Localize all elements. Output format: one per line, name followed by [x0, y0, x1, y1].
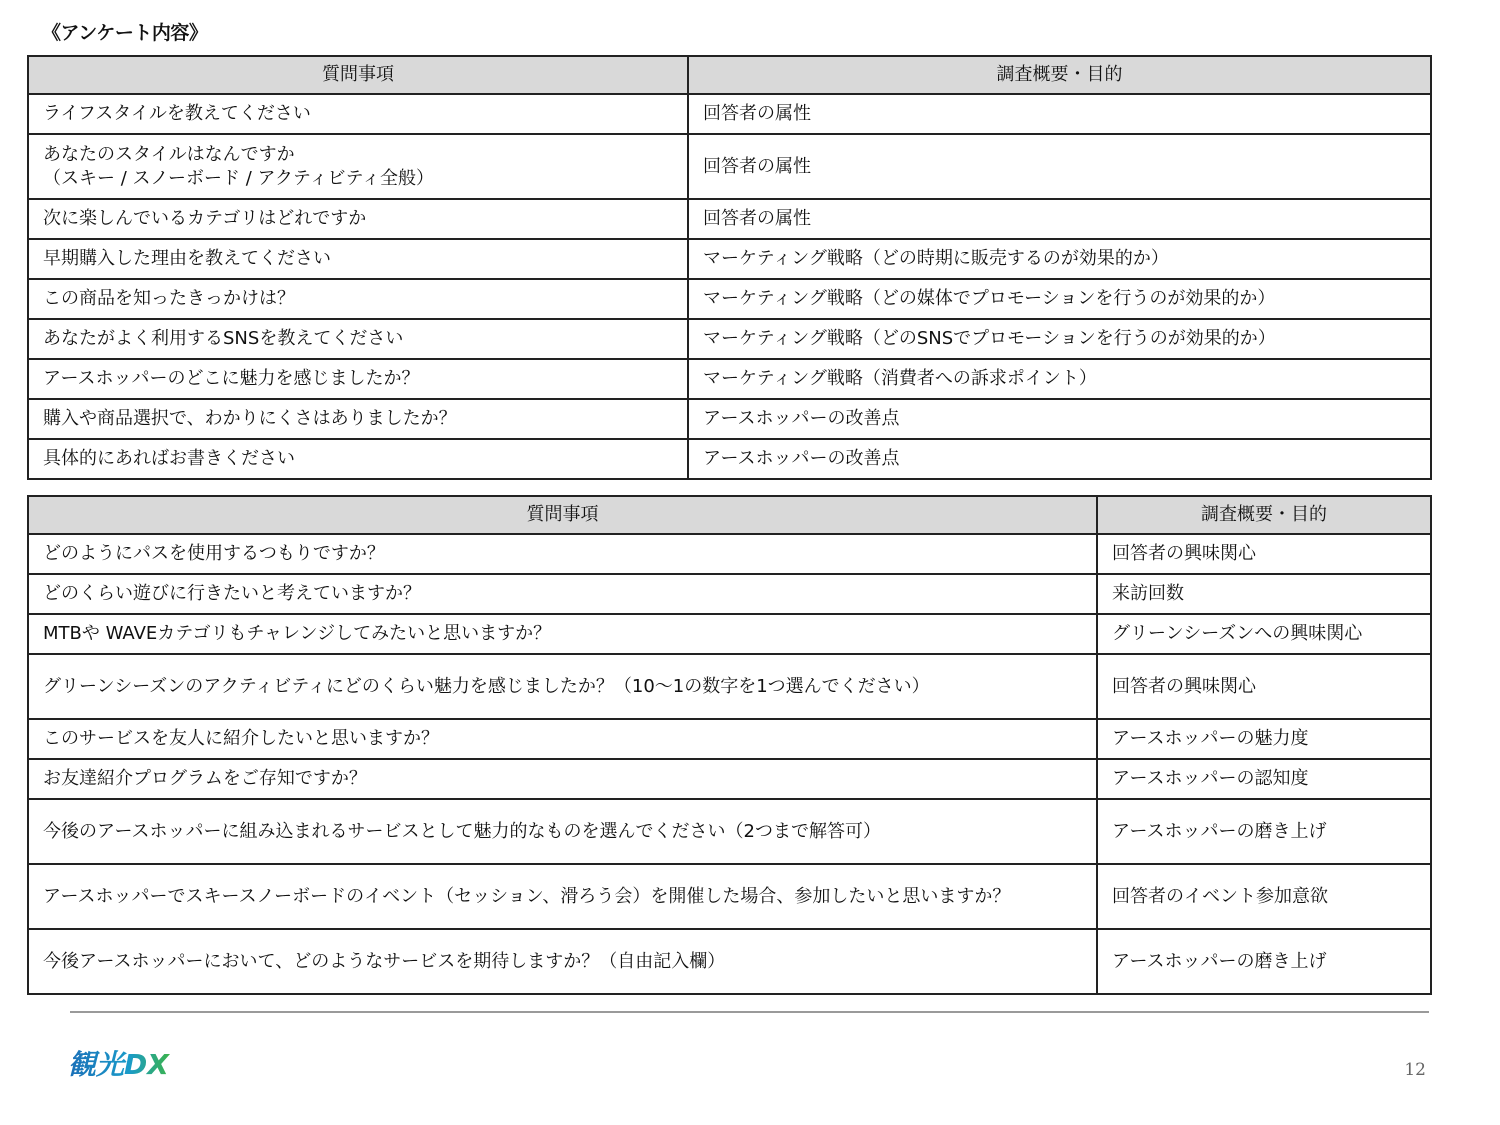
table-row	[28, 614, 1431, 654]
table-row	[28, 199, 1431, 239]
question-cell: お友達紹介プログラムをご存知ですか？	[28, 759, 1097, 799]
question-cell: アースホッパーのどこに魅力を感じましたか？	[28, 359, 688, 399]
question-cell: どのくらい遊びに行きたいと考えていますか？	[28, 574, 1097, 614]
column-header-purpose: 調査概要・目的	[688, 56, 1431, 94]
purpose-cell: 回答者の属性	[688, 94, 1431, 134]
table-row	[28, 359, 1431, 399]
purpose-cell: マーケティング戦略（どのSNSでプロモーションを行うのが効果的か）	[688, 319, 1431, 359]
question-cell: 次に楽しんでいるカテゴリはどれですか	[28, 199, 688, 239]
footer-divider	[70, 1011, 1429, 1013]
purpose-cell: グリーンシーズンへの興味関心	[1097, 614, 1431, 654]
table-row	[28, 719, 1431, 759]
column-header-question: 質問事項	[28, 496, 1097, 534]
purpose-cell: 回答者の属性	[688, 134, 1431, 199]
question-cell: 購入や商品選択で、わかりにくさはありましたか？	[28, 399, 688, 439]
section-title: 《アンケート内容》	[42, 22, 208, 44]
question-cell: どのようにパスを使用するつもりですか？	[28, 534, 1097, 574]
question-cell: 具体的にあればお書きください	[28, 439, 688, 479]
table-header-row	[28, 496, 1431, 534]
question-cell: アースホッパーでスキースノーボードのイベント（セッション、滑ろう会）を開催した場合、参加したいと思いますか？	[28, 864, 1097, 929]
purpose-cell: 来訪回数	[1097, 574, 1431, 614]
purpose-cell: 回答者の属性	[688, 199, 1431, 239]
question-cell: この商品を知ったきっかけは？	[28, 279, 688, 319]
question-cell: ライフスタイルを教えてください	[28, 94, 688, 134]
question-cell: あなたのスタイルはなんですか （スキー / スノーボード / アクティビティ全般）	[28, 134, 688, 199]
table-header-row	[28, 56, 1431, 94]
table-row	[28, 929, 1431, 994]
purpose-cell: アースホッパーの磨き上げ	[1097, 799, 1431, 864]
purpose-cell: 回答者の興味関心	[1097, 654, 1431, 719]
question-cell: このサービスを友人に紹介したいと思いますか？	[28, 719, 1097, 759]
table-row	[28, 799, 1431, 864]
table-row	[28, 574, 1431, 614]
table-row	[28, 134, 1431, 199]
purpose-cell: アースホッパーの魅力度	[1097, 719, 1431, 759]
question-cell: 今後のアースホッパーに組み込まれるサービスとして魅力的なものを選んでください（2つまで解答可）	[28, 799, 1097, 864]
purpose-cell: マーケティング戦略（消費者への訴求ポイント）	[688, 359, 1431, 399]
table-row	[28, 654, 1431, 719]
table-row	[28, 239, 1431, 279]
question-cell: グリーンシーズンのアクティビティにどのくらい魅力を感じましたか？（10～1の数字を1つ選んでください）	[28, 654, 1097, 719]
table-row	[28, 399, 1431, 439]
column-header-question: 質問事項	[28, 56, 688, 94]
survey-table-1	[27, 55, 1432, 480]
table-row	[28, 94, 1431, 134]
purpose-cell: アースホッパーの改善点	[688, 439, 1431, 479]
table-row	[28, 759, 1431, 799]
kanko-dx-logo	[66, 1040, 206, 1084]
table-row	[28, 319, 1431, 359]
purpose-cell: マーケティング戦略（どの媒体でプロモーションを行うのが効果的か）	[688, 279, 1431, 319]
table-row	[28, 534, 1431, 574]
purpose-cell: マーケティング戦略（どの時期に販売するのが効果的か）	[688, 239, 1431, 279]
table-row	[28, 279, 1431, 319]
question-cell: MTBや WAVEカテゴリもチャレンジしてみたいと思いますか？	[28, 614, 1097, 654]
purpose-cell: 回答者の興味関心	[1097, 534, 1431, 574]
page-number: 12	[1404, 1060, 1426, 1080]
purpose-cell: アースホッパーの改善点	[688, 399, 1431, 439]
logo-text: 観光DX	[68, 1048, 169, 1081]
question-cell: 今後アースホッパーにおいて、どのようなサービスを期待しますか？（自由記入欄）	[28, 929, 1097, 994]
table-row	[28, 439, 1431, 479]
survey-table-2	[27, 495, 1432, 995]
question-cell: あなたがよく利用するSNSを教えてください	[28, 319, 688, 359]
table-row	[28, 864, 1431, 929]
purpose-cell: アースホッパーの磨き上げ	[1097, 929, 1431, 994]
question-cell: 早期購入した理由を教えてください	[28, 239, 688, 279]
purpose-cell: 回答者のイベント参加意欲	[1097, 864, 1431, 929]
column-header-purpose: 調査概要・目的	[1097, 496, 1431, 534]
purpose-cell: アースホッパーの認知度	[1097, 759, 1431, 799]
